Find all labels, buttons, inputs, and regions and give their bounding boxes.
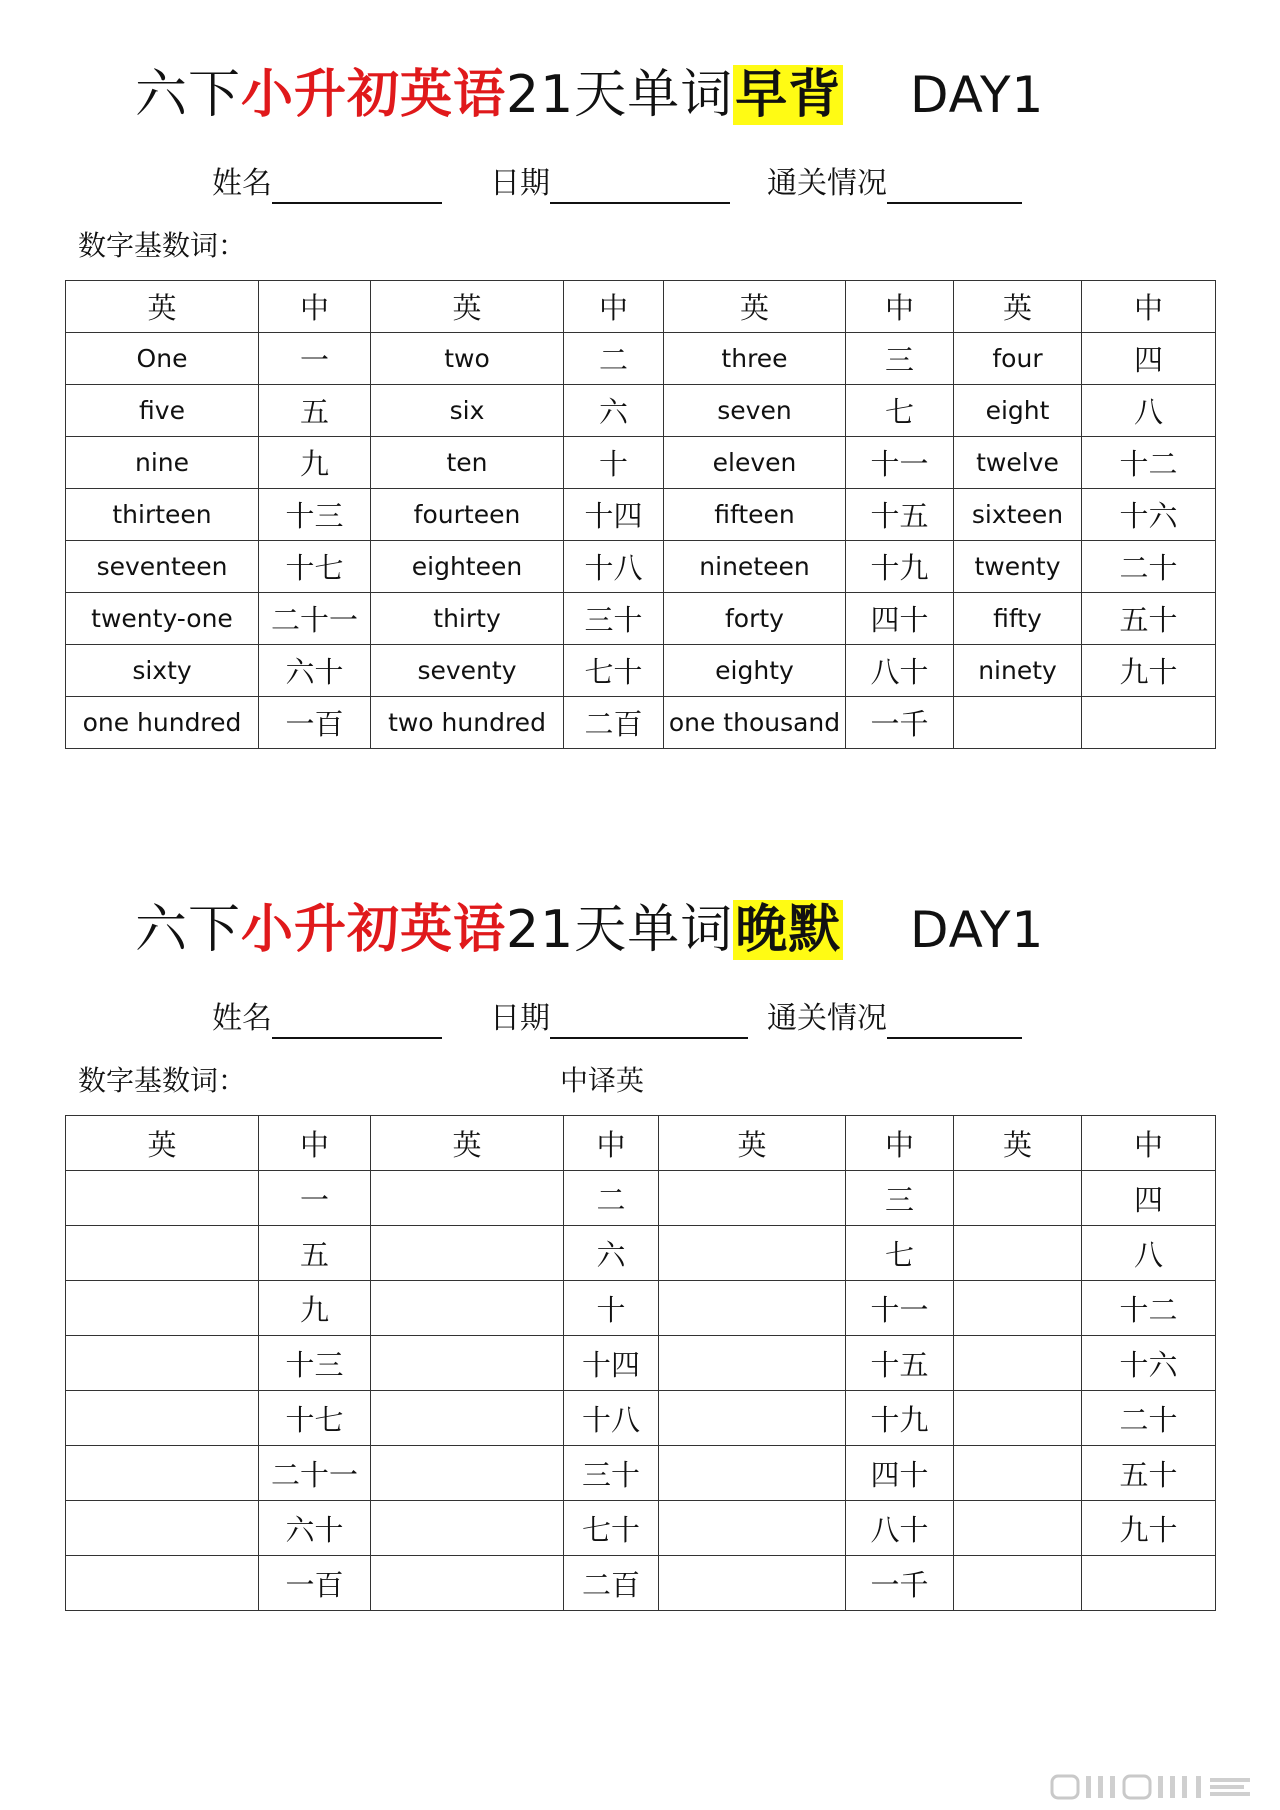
table-row	[66, 697, 1216, 749]
name-blank[interactable]	[272, 1005, 442, 1039]
chinese-cell: 三	[846, 333, 954, 385]
english-cell[interactable]	[659, 1226, 846, 1281]
date-blank[interactable]	[550, 170, 730, 204]
english-cell[interactable]	[954, 1446, 1082, 1501]
english-cell: eleven	[664, 437, 846, 489]
name-blank[interactable]	[272, 170, 442, 204]
chinese-cell: 六十	[259, 645, 371, 697]
title-middle: 21天单词	[506, 900, 734, 960]
header-english: 英	[954, 281, 1082, 333]
english-cell: nine	[66, 437, 259, 489]
table-row	[66, 1226, 1216, 1281]
chinese-cell: 十七	[259, 541, 371, 593]
english-cell[interactable]	[371, 1171, 564, 1226]
english-cell: seven	[664, 385, 846, 437]
chinese-cell: 二百	[564, 697, 664, 749]
chinese-cell: 十六	[1082, 489, 1216, 541]
chinese-cell: 四	[1082, 1171, 1216, 1226]
english-cell: one thousand	[664, 697, 846, 749]
table-row	[66, 437, 1216, 489]
english-cell[interactable]	[66, 1336, 259, 1391]
status-field[interactable]	[767, 164, 1022, 204]
english-cell: four	[954, 333, 1082, 385]
chinese-cell: 二十	[1082, 1391, 1216, 1446]
chinese-cell: 三十	[564, 1446, 659, 1501]
header-english: 英	[659, 1116, 846, 1171]
chinese-cell: 二十一	[259, 1446, 371, 1501]
date-blank[interactable]	[550, 1005, 748, 1039]
english-cell: one hundred	[66, 697, 259, 749]
chinese-cell: 五	[259, 1226, 371, 1281]
chinese-cell: 六	[564, 385, 664, 437]
table-row	[66, 489, 1216, 541]
watermark-icon	[1050, 1772, 1260, 1800]
chinese-cell: 三十	[564, 593, 664, 645]
header-english: 英	[371, 1116, 564, 1171]
status-blank[interactable]	[887, 170, 1022, 204]
chinese-cell: 六十	[259, 1501, 371, 1556]
table-row	[66, 1391, 1216, 1446]
english-cell: nineteen	[664, 541, 846, 593]
chinese-cell: 一百	[259, 697, 371, 749]
table-row	[66, 385, 1216, 437]
page-title	[135, 895, 1135, 965]
chinese-cell: 十三	[259, 1336, 371, 1391]
english-cell: thirty	[371, 593, 564, 645]
name-label: 姓名	[212, 166, 272, 201]
english-cell: twenty-one	[66, 593, 259, 645]
date-label: 日期	[490, 166, 550, 201]
chinese-cell: 五十	[1082, 1446, 1216, 1501]
word-table	[65, 280, 1216, 749]
date-label: 日期	[490, 1001, 550, 1036]
title-prefix: 六下	[135, 65, 242, 125]
english-cell[interactable]	[659, 1391, 846, 1446]
english-cell[interactable]	[954, 1171, 1082, 1226]
section-label: 数字基数词：	[78, 229, 247, 262]
chinese-cell: 九	[259, 437, 371, 489]
english-cell: sixteen	[954, 489, 1082, 541]
header-chinese: 中	[259, 281, 371, 333]
word-table	[65, 1115, 1216, 1611]
table-row	[66, 1446, 1216, 1501]
english-cell: sixty	[66, 645, 259, 697]
english-cell[interactable]	[371, 1501, 564, 1556]
chinese-cell: 十	[564, 1281, 659, 1336]
status-label: 通关情况	[767, 1001, 887, 1036]
chinese-cell: 十一	[846, 1281, 954, 1336]
english-cell[interactable]	[954, 1501, 1082, 1556]
english-cell[interactable]	[66, 1391, 259, 1446]
table-row	[66, 333, 1216, 385]
chinese-cell: 三	[846, 1171, 954, 1226]
chinese-cell: 十三	[259, 489, 371, 541]
chinese-cell: 二十一	[259, 593, 371, 645]
status-blank[interactable]	[887, 1005, 1022, 1039]
table-row	[66, 1501, 1216, 1556]
english-cell: ten	[371, 437, 564, 489]
chinese-cell: 十	[564, 437, 664, 489]
english-cell[interactable]	[659, 1446, 846, 1501]
day-label: DAY1	[910, 66, 1045, 124]
chinese-cell: 四十	[846, 1446, 954, 1501]
chinese-cell: 二	[564, 333, 664, 385]
chinese-cell: 二十	[1082, 541, 1216, 593]
english-cell: eighty	[664, 645, 846, 697]
chinese-cell: 七	[846, 385, 954, 437]
chinese-cell: 十五	[846, 489, 954, 541]
english-cell: five	[66, 385, 259, 437]
chinese-cell: 二	[564, 1171, 659, 1226]
chinese-cell: 十八	[564, 1391, 659, 1446]
chinese-cell: 八十	[846, 645, 954, 697]
english-cell[interactable]	[954, 1391, 1082, 1446]
chinese-cell: 五十	[1082, 593, 1216, 645]
table-row	[66, 541, 1216, 593]
english-cell[interactable]	[659, 1501, 846, 1556]
chinese-cell: 一千	[846, 1556, 954, 1611]
header-chinese: 中	[564, 1116, 659, 1171]
chinese-cell: 五	[259, 385, 371, 437]
chinese-cell: 十二	[1082, 437, 1216, 489]
header-english: 英	[954, 1116, 1082, 1171]
english-cell: fifty	[954, 593, 1082, 645]
section-label: 数字基数词：	[78, 1064, 247, 1097]
date-field[interactable]	[490, 164, 730, 204]
english-cell[interactable]	[371, 1226, 564, 1281]
header-english: 英	[371, 281, 564, 333]
chinese-cell: 七	[846, 1226, 954, 1281]
chinese-cell: 十七	[259, 1391, 371, 1446]
english-cell[interactable]	[659, 1556, 846, 1611]
english-cell[interactable]	[659, 1336, 846, 1391]
english-cell[interactable]	[66, 1446, 259, 1501]
english-cell: eight	[954, 385, 1082, 437]
english-cell[interactable]	[954, 1281, 1082, 1336]
english-cell: two hundred	[371, 697, 564, 749]
chinese-cell: 七十	[564, 645, 664, 697]
chinese-cell: 十八	[564, 541, 664, 593]
chinese-cell: 一百	[259, 1556, 371, 1611]
section-subtitle: 中译英	[560, 1064, 645, 1097]
english-cell: twelve	[954, 437, 1082, 489]
header-chinese: 中	[1082, 281, 1216, 333]
table-row	[66, 1281, 1216, 1336]
english-cell: two	[371, 333, 564, 385]
chinese-cell: 二百	[564, 1556, 659, 1611]
table-row	[66, 1171, 1216, 1226]
title-highlight: 晚默	[735, 900, 842, 960]
chinese-cell: 九十	[1082, 1501, 1216, 1556]
english-cell[interactable]	[371, 1336, 564, 1391]
title-middle: 21天单词	[506, 65, 734, 125]
chinese-cell: 十四	[564, 1336, 659, 1391]
english-cell: One	[66, 333, 259, 385]
chinese-cell: 十九	[846, 1391, 954, 1446]
chinese-cell: 十一	[846, 437, 954, 489]
chinese-cell: 一	[259, 333, 371, 385]
date-field[interactable]	[490, 999, 748, 1039]
english-cell[interactable]	[659, 1171, 846, 1226]
chinese-cell: 八	[1082, 385, 1216, 437]
english-cell[interactable]	[954, 1226, 1082, 1281]
english-cell[interactable]	[66, 1501, 259, 1556]
chinese-cell	[1082, 697, 1216, 749]
english-cell[interactable]	[659, 1281, 846, 1336]
chinese-cell: 九十	[1082, 645, 1216, 697]
header-english: 英	[66, 1116, 259, 1171]
chinese-cell	[1082, 1556, 1216, 1611]
title-red-text: 小升初英语	[241, 900, 507, 960]
chinese-cell: 七十	[564, 1501, 659, 1556]
chinese-cell: 一千	[846, 697, 954, 749]
english-cell: ninety	[954, 645, 1082, 697]
page-title	[135, 60, 1135, 130]
chinese-cell: 十二	[1082, 1281, 1216, 1336]
status-field[interactable]	[767, 999, 1022, 1039]
header-english: 英	[664, 281, 846, 333]
header-chinese: 中	[259, 1116, 371, 1171]
english-cell[interactable]	[66, 1226, 259, 1281]
table-row	[66, 645, 1216, 697]
title-highlight: 早背	[735, 65, 842, 125]
chinese-cell: 八十	[846, 1501, 954, 1556]
table-row	[66, 593, 1216, 645]
english-cell: six	[371, 385, 564, 437]
english-cell: thirteen	[66, 489, 259, 541]
name-label: 姓名	[212, 1001, 272, 1036]
header-chinese: 中	[846, 281, 954, 333]
english-cell: forty	[664, 593, 846, 645]
header-chinese: 中	[1082, 1116, 1216, 1171]
english-cell[interactable]	[371, 1446, 564, 1501]
header-chinese: 中	[564, 281, 664, 333]
english-cell	[954, 697, 1082, 749]
english-cell: eighteen	[371, 541, 564, 593]
name-field[interactable]	[212, 999, 442, 1039]
chinese-cell: 十六	[1082, 1336, 1216, 1391]
english-cell[interactable]	[954, 1556, 1082, 1611]
header-row	[66, 1116, 1216, 1171]
chinese-cell: 四	[1082, 333, 1216, 385]
chinese-cell: 十九	[846, 541, 954, 593]
chinese-cell: 四十	[846, 593, 954, 645]
english-cell: fifteen	[664, 489, 846, 541]
header-row	[66, 281, 1216, 333]
table-row	[66, 1556, 1216, 1611]
english-cell: seventeen	[66, 541, 259, 593]
chinese-cell: 八	[1082, 1226, 1216, 1281]
english-cell[interactable]	[66, 1281, 259, 1336]
name-field[interactable]	[212, 164, 442, 204]
english-cell: seventy	[371, 645, 564, 697]
chinese-cell: 一	[259, 1171, 371, 1226]
english-cell: fourteen	[371, 489, 564, 541]
day-label: DAY1	[910, 901, 1045, 959]
header-chinese: 中	[846, 1116, 954, 1171]
english-cell[interactable]	[66, 1556, 259, 1611]
header-english: 英	[66, 281, 259, 333]
english-cell[interactable]	[371, 1281, 564, 1336]
chinese-cell: 六	[564, 1226, 659, 1281]
english-cell[interactable]	[66, 1171, 259, 1226]
title-prefix: 六下	[135, 900, 242, 960]
title-red-text: 小升初英语	[241, 65, 507, 125]
chinese-cell: 九	[259, 1281, 371, 1336]
table-row	[66, 1336, 1216, 1391]
status-label: 通关情况	[767, 166, 887, 201]
english-cell[interactable]	[371, 1391, 564, 1446]
english-cell: twenty	[954, 541, 1082, 593]
chinese-cell: 十五	[846, 1336, 954, 1391]
english-cell[interactable]	[954, 1336, 1082, 1391]
chinese-cell: 十四	[564, 489, 664, 541]
english-cell: three	[664, 333, 846, 385]
english-cell[interactable]	[371, 1556, 564, 1611]
